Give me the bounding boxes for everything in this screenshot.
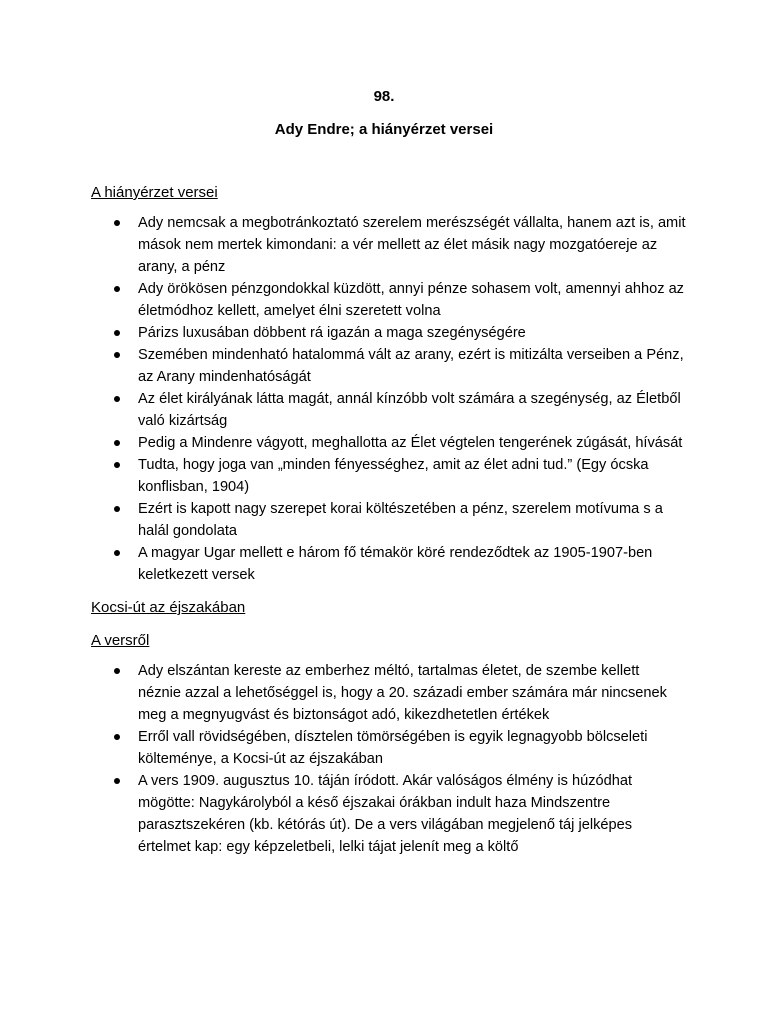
list-item-text: Ady örökösen pénzgondokkal küzdött, annyi pénze sohasem volt, amennyi ahhoz az életmódhoz kellett, amelyet élni szeretett volna — [138, 281, 684, 319]
bullet-list-hianyerzet — [91, 212, 686, 586]
bullet-icon — [114, 330, 120, 336]
list-item-text: Erről vall rövidségében, dísztelen tömörségében is egyik legnagyobb bölcseleti költeménye, a Kocsi-út az éjszakában — [138, 729, 648, 767]
subsection-heading-versrol: A versről — [91, 632, 150, 649]
bullet-icon — [114, 778, 120, 784]
list-item — [91, 278, 686, 322]
list-item-text: Pedig a Mindenre vágyott, meghallotta az Élet végtelen tengerének zúgását, hívását — [138, 435, 683, 451]
list-item-text: Az élet királyának látta magát, annál kínzóbb volt számára a szegénység, az Életből való kizártság — [138, 391, 681, 429]
list-item-text: A magyar Ugar mellett e három fő témakör köré rendeződtek az 1905-1907-ben keletkezett versek — [138, 545, 653, 583]
list-item — [91, 770, 686, 858]
bullet-list-versrol — [91, 660, 686, 858]
section-heading-kocsi-ut: Kocsi-út az éjszakában — [91, 599, 246, 616]
bullet-icon — [114, 550, 120, 556]
bullet-icon — [114, 668, 120, 674]
list-item-text: Ady nemcsak a megbotránkoztató szerelem merészségét vállalta, hanem azt is, amit mások nem mertek kimondani: a vér mellett az élet másik nagy mozgatóereje az arany, a pénz — [138, 215, 686, 275]
list-item-text: Ezért is kapott nagy szerepet korai költészetében a pénz, szerelem motívuma s a halál gondolata — [138, 501, 663, 539]
list-item — [91, 726, 686, 770]
list-item — [91, 212, 686, 278]
list-item — [91, 542, 686, 586]
bullet-icon — [114, 462, 120, 468]
list-item-text: Szemében mindenható hatalommá vált az arany, ezért is mitizálta verseiben a Pénz, az Arany mindenhatóságát — [138, 347, 684, 385]
list-item-text: Tudta, hogy joga van „minden fényességhez, amit az élet adni tud.” (Egy ócska konflisban, 1904) — [138, 457, 649, 495]
page-number: 98. — [373, 88, 395, 105]
list-item — [91, 432, 686, 454]
list-item — [91, 344, 686, 388]
list-item — [91, 454, 686, 498]
bullet-icon — [114, 506, 120, 512]
list-item — [91, 660, 686, 726]
bullet-icon — [114, 396, 120, 402]
list-item — [91, 388, 686, 432]
bullet-icon — [114, 352, 120, 358]
page-title: Ady Endre; a hiányérzet versei — [274, 121, 494, 138]
bullet-icon — [114, 286, 120, 292]
list-item-text: A vers 1909. augusztus 10. táján íródott. Akár valóságos élmény is húzódhat mögötte: Nagykárolyból a késő éjszakai órákban indult haza Mindszentre parasztszekéren (kb. kétórás út). De a vers világában megjelenő táj jelképes értelmet kap: egy képzeletbeli, lelki tájat jelenít meg a költő — [138, 773, 633, 855]
section-heading-hianyerzet: A hiányérzet versei — [91, 184, 218, 201]
bullet-icon — [114, 440, 120, 446]
list-item — [91, 498, 686, 542]
bullet-icon — [114, 220, 120, 226]
list-item — [91, 322, 686, 344]
list-item-text: Ady elszántan kereste az emberhez méltó, tartalmas életet, de szembe kellett néznie azzal a lehetőséggel is, hogy a 20. századi ember számára már nincsenek meg a megnyugvást és biztonságot adó, kikezdhetetlen értékek — [138, 663, 667, 723]
bullet-icon — [114, 734, 120, 740]
list-item-text: Párizs luxusában döbbent rá igazán a maga szegénységére — [138, 325, 526, 341]
document-body — [91, 182, 686, 866]
